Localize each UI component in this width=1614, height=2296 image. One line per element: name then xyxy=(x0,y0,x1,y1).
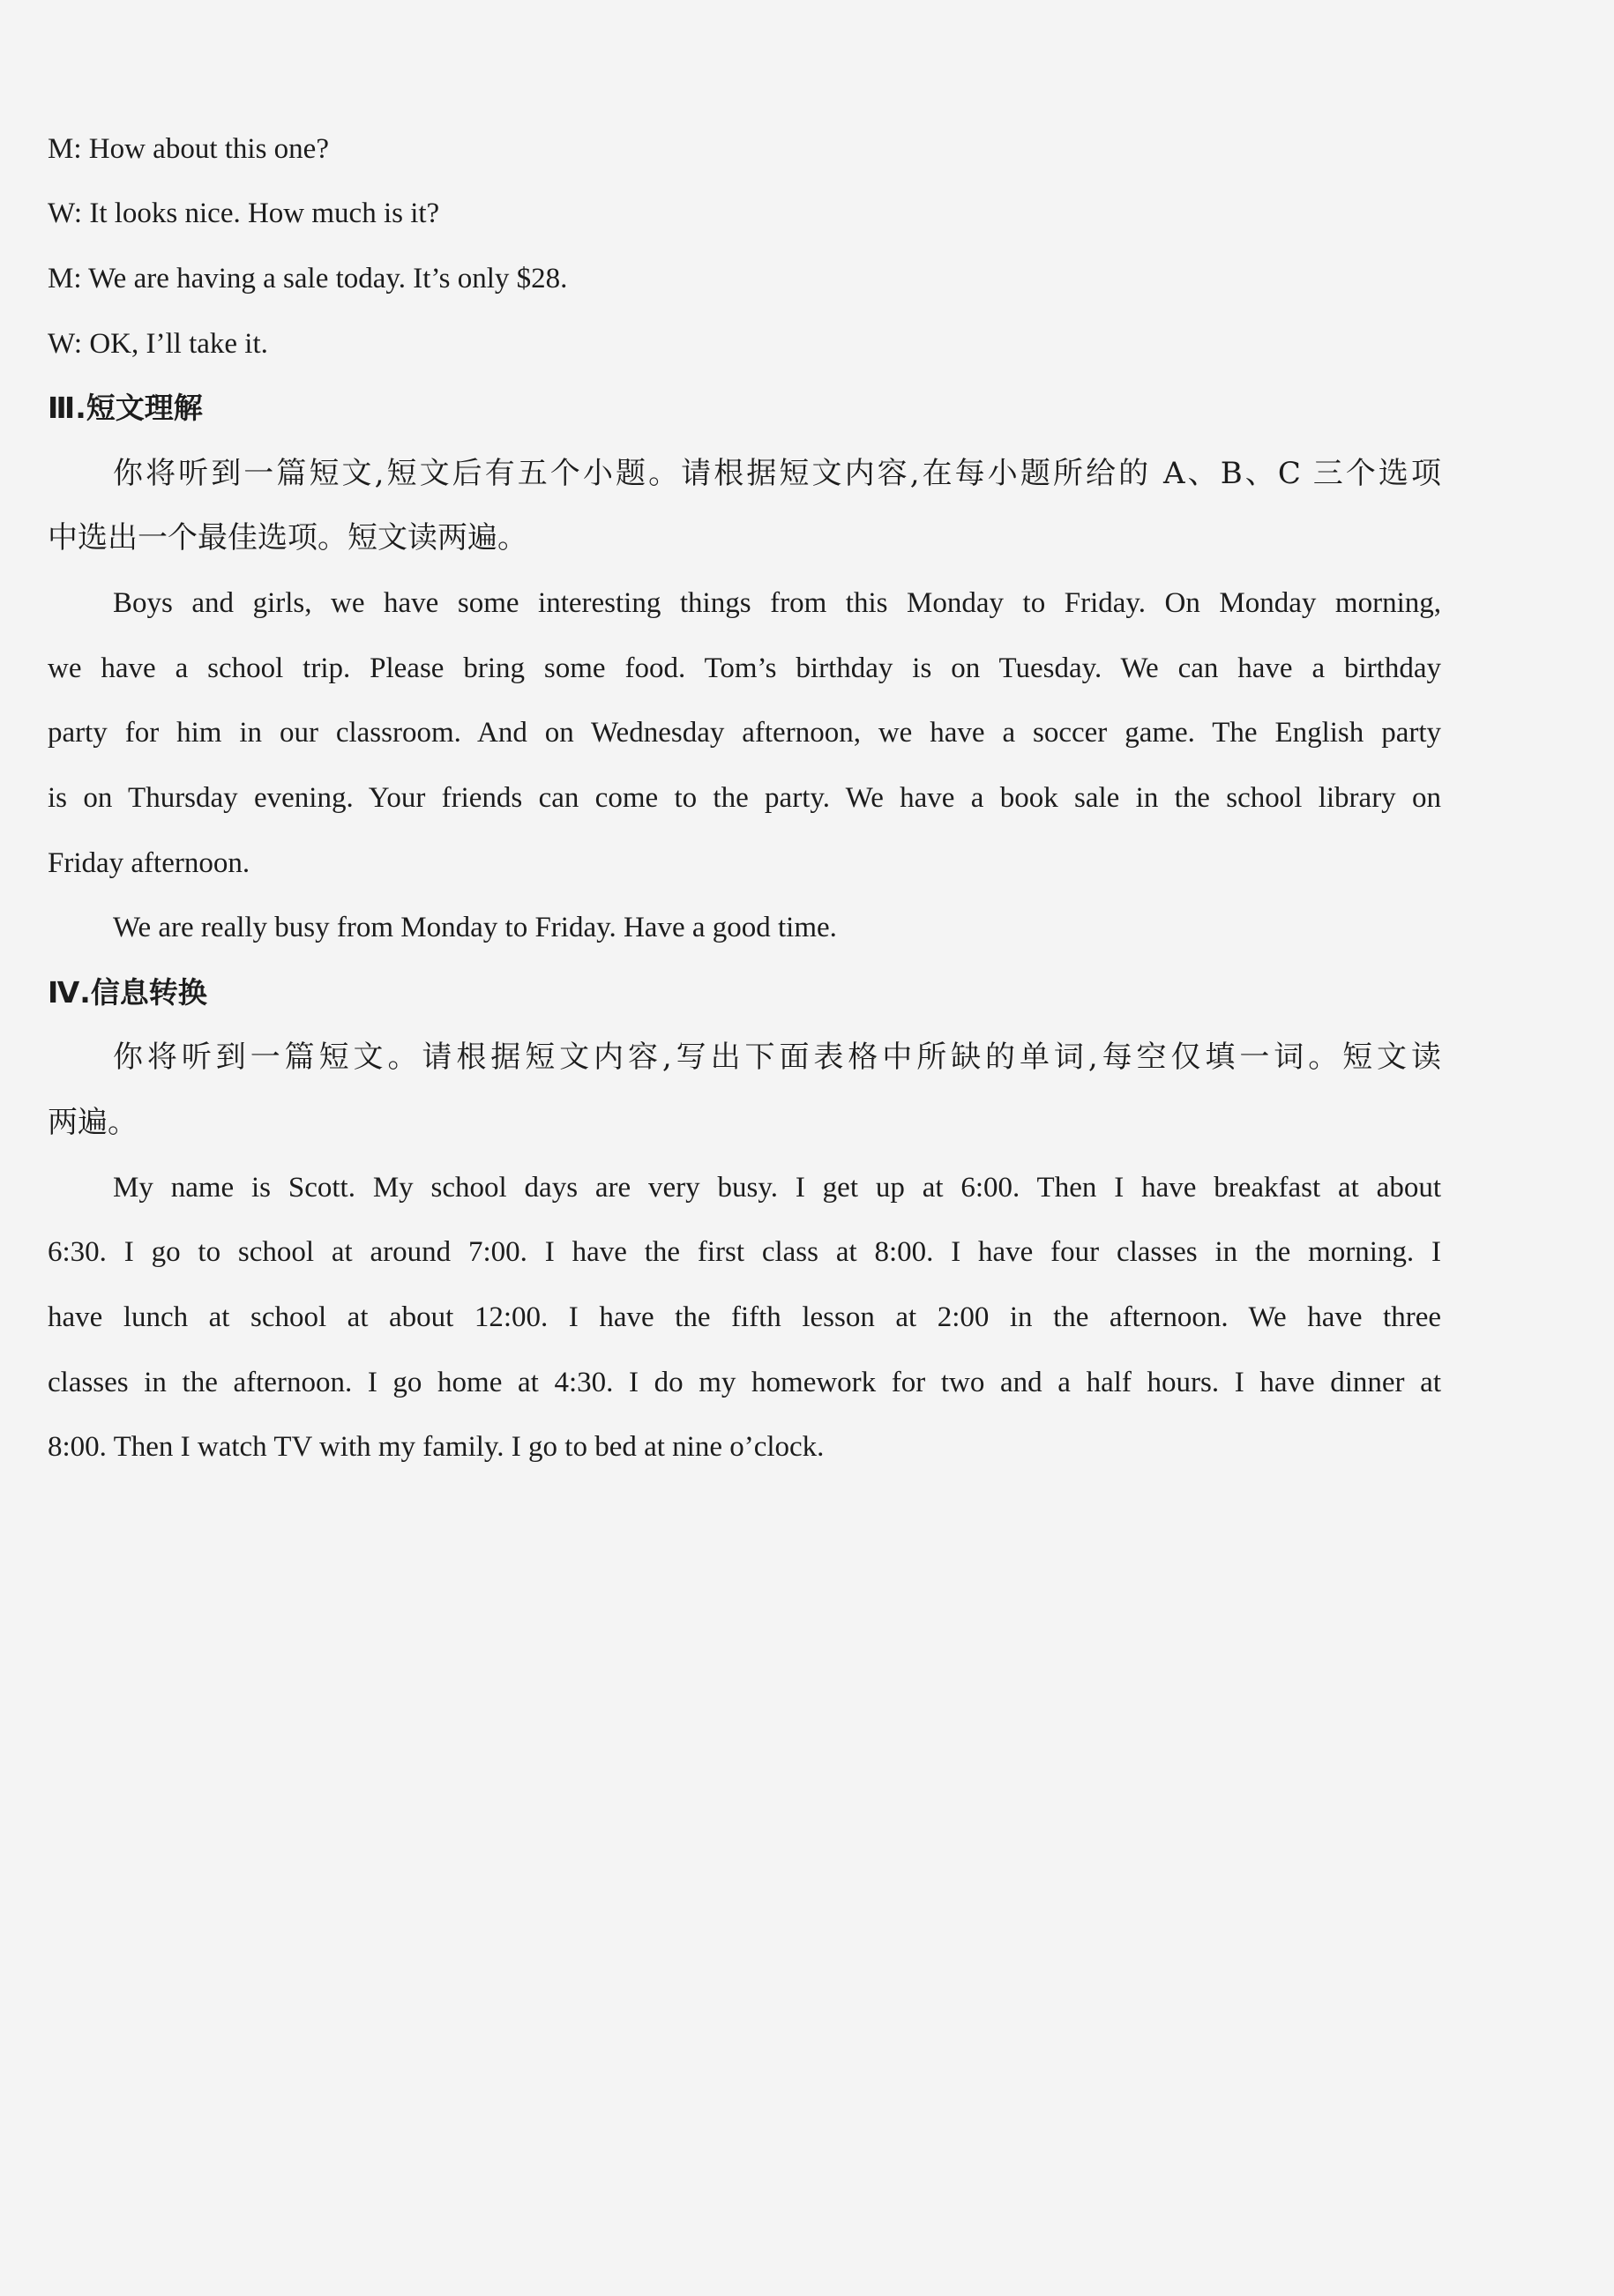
section-3-closing: We are really busy from Monday to Friday. Have a good time. xyxy=(113,912,837,943)
section-3-passage-line-2: we have a school trip. Please bring some food. Tom’s birthday is on Tuesday. We can have a birthday xyxy=(48,652,1441,684)
section-4-passage-line-1: My name is Scott. My school days are very busy. I get up at 6:00. Then I have breakfast at about xyxy=(113,1172,1441,1204)
section-3-instruction-line-2: 中选出一个最佳选项。短文读两遍。 xyxy=(48,520,527,555)
section-3-passage-line-3: party for him in our classroom. And on Wednesday afternoon, we have a soccer game. The English party xyxy=(48,717,1441,749)
section-4-passage-line-3: have lunch at school at about 12:00. I have the fifth lesson at 2:00 in the afternoon. We have three xyxy=(48,1301,1441,1333)
section-4-passage-line-5: 8:00. Then I watch TV with my family. I go to bed at nine o’clock. xyxy=(48,1431,825,1463)
dialogue-line-3: M: We are having a sale today. It’s only $28. xyxy=(48,263,568,294)
section-4-instruction-line-2: 两遍。 xyxy=(48,1105,138,1140)
section-3-passage-line-5: Friday afternoon. xyxy=(48,847,250,879)
section-4-passage-line-2: 6:30. I go to school at around 7:00. I have the first class at 8:00. I have four classes in the morning. I xyxy=(48,1236,1441,1268)
section-4-instruction-line-1: 你将听到一篇短文。请根据短文内容,写出下面表格中所缺的单词,每空仅填一词。短文读 xyxy=(113,1040,1441,1075)
section-3-heading: Ⅲ.短文理解 xyxy=(48,391,203,425)
section-3-passage-line-4: is on Thursday evening. Your friends can come to the party. We have a book sale in the school library on xyxy=(48,782,1441,814)
section-4-heading: Ⅳ.信息转换 xyxy=(48,975,207,1010)
section-3-instruction-line-1: 你将听到一篇短文,短文后有五个小题。请根据短文内容,在每小题所给的 A、B、C 三个选项 xyxy=(113,456,1442,491)
dialogue-line-1: M: How about this one? xyxy=(48,133,329,165)
section-3-passage-line-1: Boys and girls, we have some interesting things from this Monday to Friday. On Monday morning, xyxy=(113,587,1441,619)
dialogue-line-2: W: It looks nice. How much is it? xyxy=(48,198,440,229)
dialogue-line-4: W: OK, I’ll take it. xyxy=(48,328,268,360)
section-4-passage-line-4: classes in the afternoon. I go home at 4:30. I do my homework for two and a half hours. I have dinner at xyxy=(48,1367,1441,1398)
